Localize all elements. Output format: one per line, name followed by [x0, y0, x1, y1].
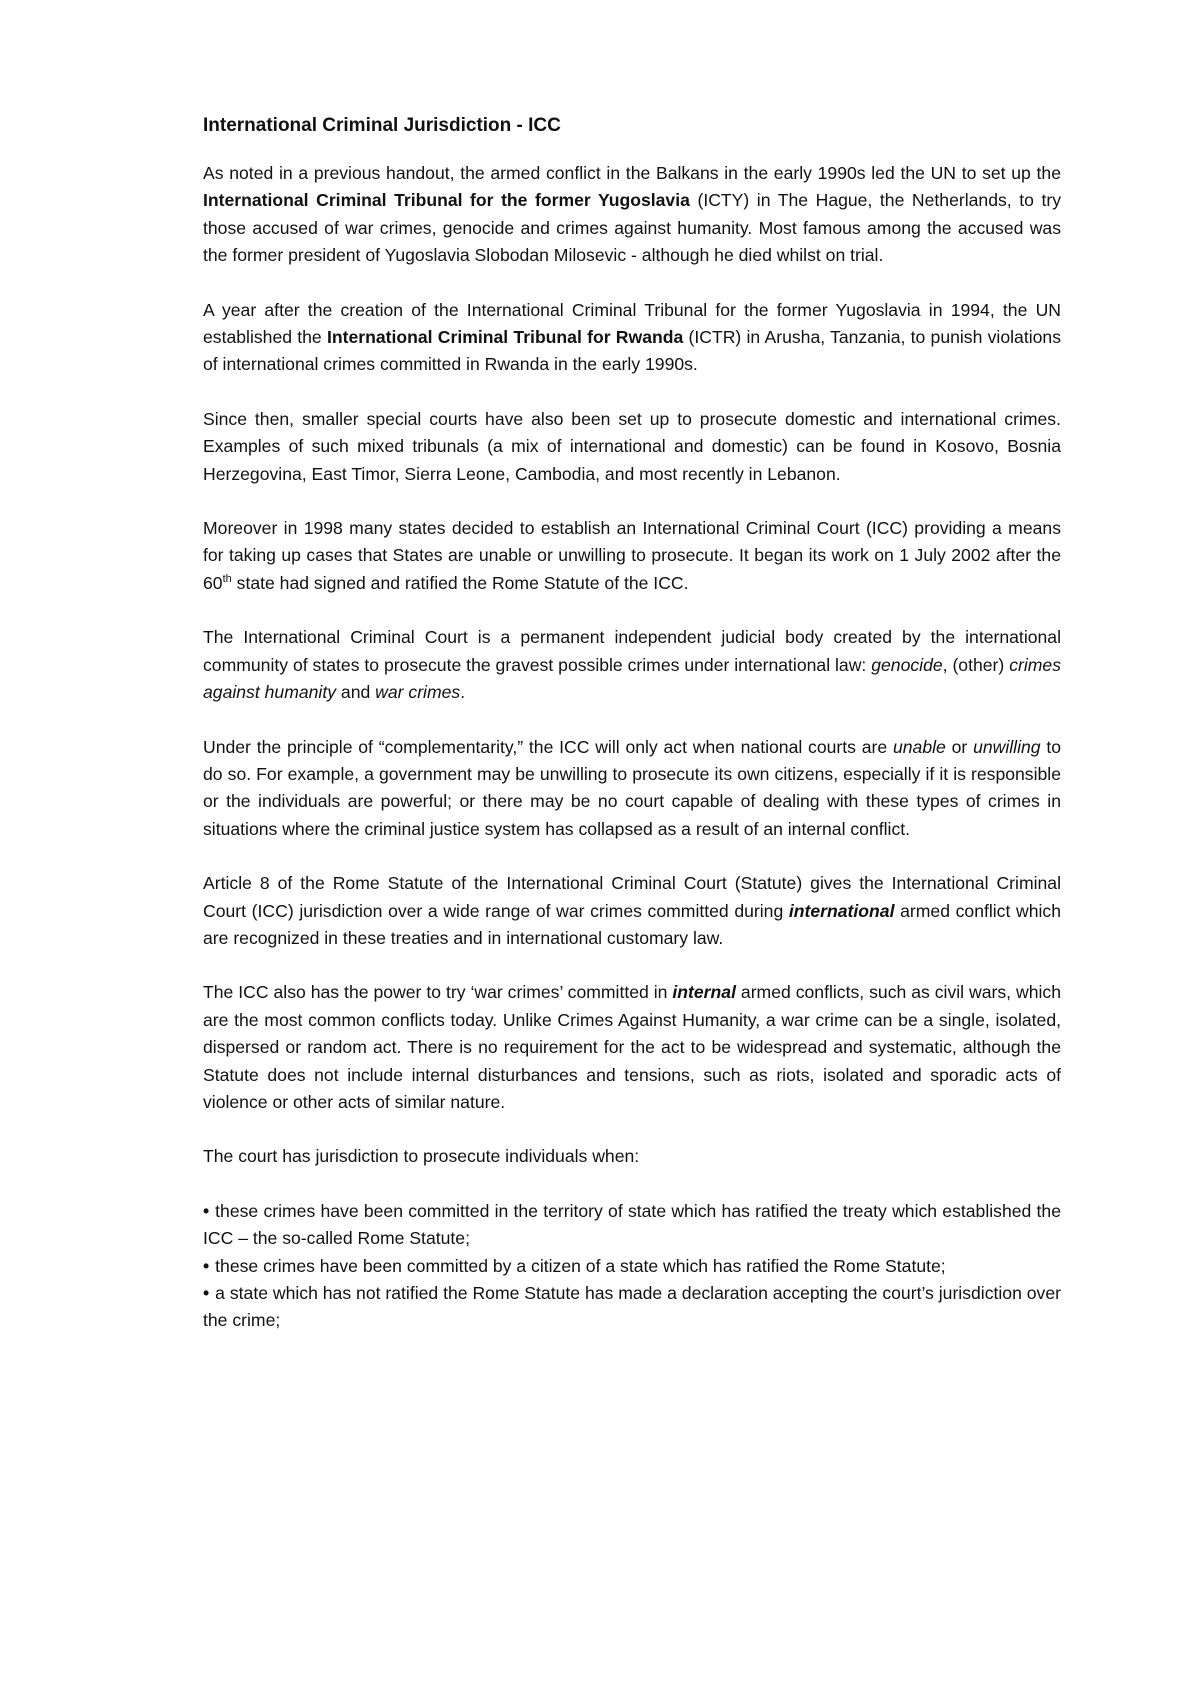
bullet-icon: •	[203, 1283, 210, 1303]
bold-italic-internal: internal	[672, 982, 736, 1003]
list-item-text: a state which has not ratified the Rome Statute has made a declaration accepting the court’s jurisdiction over the crime;	[203, 1283, 1061, 1331]
italic-crimes-against-humanity: crimes against humanity	[203, 654, 1061, 703]
text: The International Criminal Court is a permanent independent judicial body created by the international community of states to prosecute the gravest possible crimes under international law:	[203, 627, 1061, 675]
paragraph-mixed-tribunals: Since then, smaller special courts have also been set up to prosecute domestic and international crimes. Examples of such mixed tribunals (a mix of international and domestic) can be found in Kosovo, Bosnia Herzegovina, East Timor, Sierra Leone, Cambodia, and most recently in Lebanon.	[203, 408, 1061, 484]
bold-italic-international: international	[788, 900, 895, 921]
paragraph-icty	[203, 160, 1061, 270]
text: Under the principle of “complementarity,” the ICC will only act when national courts are	[203, 736, 893, 757]
bold-term-icty: International Criminal Tribunal for the former Yugoslavia	[203, 190, 690, 211]
bullet-icon: •	[203, 1200, 210, 1221]
text: or	[945, 736, 974, 757]
text: and	[336, 682, 376, 703]
paragraph-internal-conflicts	[203, 979, 1061, 1116]
text: armed conflicts, such as civil wars, which are the most common conflicts today. Unlike Crimes Against Humanity, a war crime can be a single, isolated, dispersed or random act. There is no requirement for the act to be widespread and systematic, although the Statute does not include internal disturbances and tensions, such as riots, isolated and sporadic acts of violence or other acts of similar nature.	[203, 982, 1061, 1112]
paragraph-ictr	[203, 297, 1061, 379]
text: The ICC also has the power to try ‘war crimes’ committed in	[203, 982, 673, 1003]
text: Moreover in 1998 many states decided to establish an International Criminal Court (ICC) providing a means for taking up cases that States are unable or unwilling to prosecute. It began its work on 1 July 2002 after the 60	[203, 518, 1061, 593]
text: , (other)	[942, 654, 1010, 675]
text: to do so. For example, a government may be unwilling to prosecute its own citizens, especially if it is responsible or the individuals are powerful; or there may be no court capable of dealing with these types of crimes in situations where the criminal justice system has collapsed as a result of an internal conflict.	[203, 736, 1062, 839]
italic-genocide: genocide	[871, 654, 943, 675]
paragraph-article-8	[203, 870, 1061, 952]
text: .	[460, 682, 466, 703]
italic-unable: unable	[892, 736, 946, 757]
list-item	[203, 1198, 1061, 1253]
document-title: International Criminal Jurisdiction - ICC	[203, 115, 561, 136]
italic-unwilling: unwilling	[973, 736, 1041, 757]
paragraph-icc-definition	[203, 624, 1061, 706]
jurisdiction-list	[203, 1198, 1061, 1335]
bullet-icon: •	[203, 1255, 210, 1276]
text: As noted in a previous handout, the armed conflict in the Balkans in the early 1990s led the UN to set up the	[203, 163, 1061, 183]
list-item	[203, 1280, 1061, 1335]
bold-term-ictr: International Criminal Tribunal for Rwanda	[326, 327, 684, 348]
text: armed conflict which are recognized in these treaties and in international customary law.	[203, 900, 1061, 948]
paragraph-complementarity	[203, 734, 1061, 844]
list-item-text: these crimes have been committed in the territory of state which has ratified the treaty which established the ICC – the so-called Rome Statute;	[203, 1200, 1061, 1249]
text: A year after the creation of the International Criminal Tribunal for the former Yugoslavia in 1994, the UN established the	[203, 299, 1061, 348]
italic-war-crimes: war crimes	[375, 682, 461, 703]
text: (ICTY) in The Hague, the Netherlands, to try those accused of war crimes, genocide and crimes against humanity. Most famous among the accused was the former president of Yugoslavia Slobodan Milosevic - although he died whilst on trial.	[203, 190, 1061, 266]
list-item-text: these crimes have been committed by a citizen of a state which has ratified the Rome Statute;	[215, 1255, 946, 1276]
paragraph-jurisdiction-intro: The court has jurisdiction to prosecute individuals when:	[203, 1146, 640, 1167]
text: Article 8 of the Rome Statute of the International Criminal Court (Statute) gives the International Criminal Court (ICC) jurisdiction over a wide range of war crimes committed during	[203, 873, 1061, 921]
text: state had signed and ratified the Rome Statute of the ICC.	[231, 572, 689, 593]
document-page	[203, 112, 1061, 1335]
paragraph-icc-establishment	[203, 515, 1061, 597]
superscript-th: th	[222, 573, 232, 586]
list-item	[203, 1253, 1061, 1280]
text: (ICTR) in Arusha, Tanzania, to punish violations of international crimes committed in Rwanda in the early 1990s.	[203, 327, 1061, 375]
